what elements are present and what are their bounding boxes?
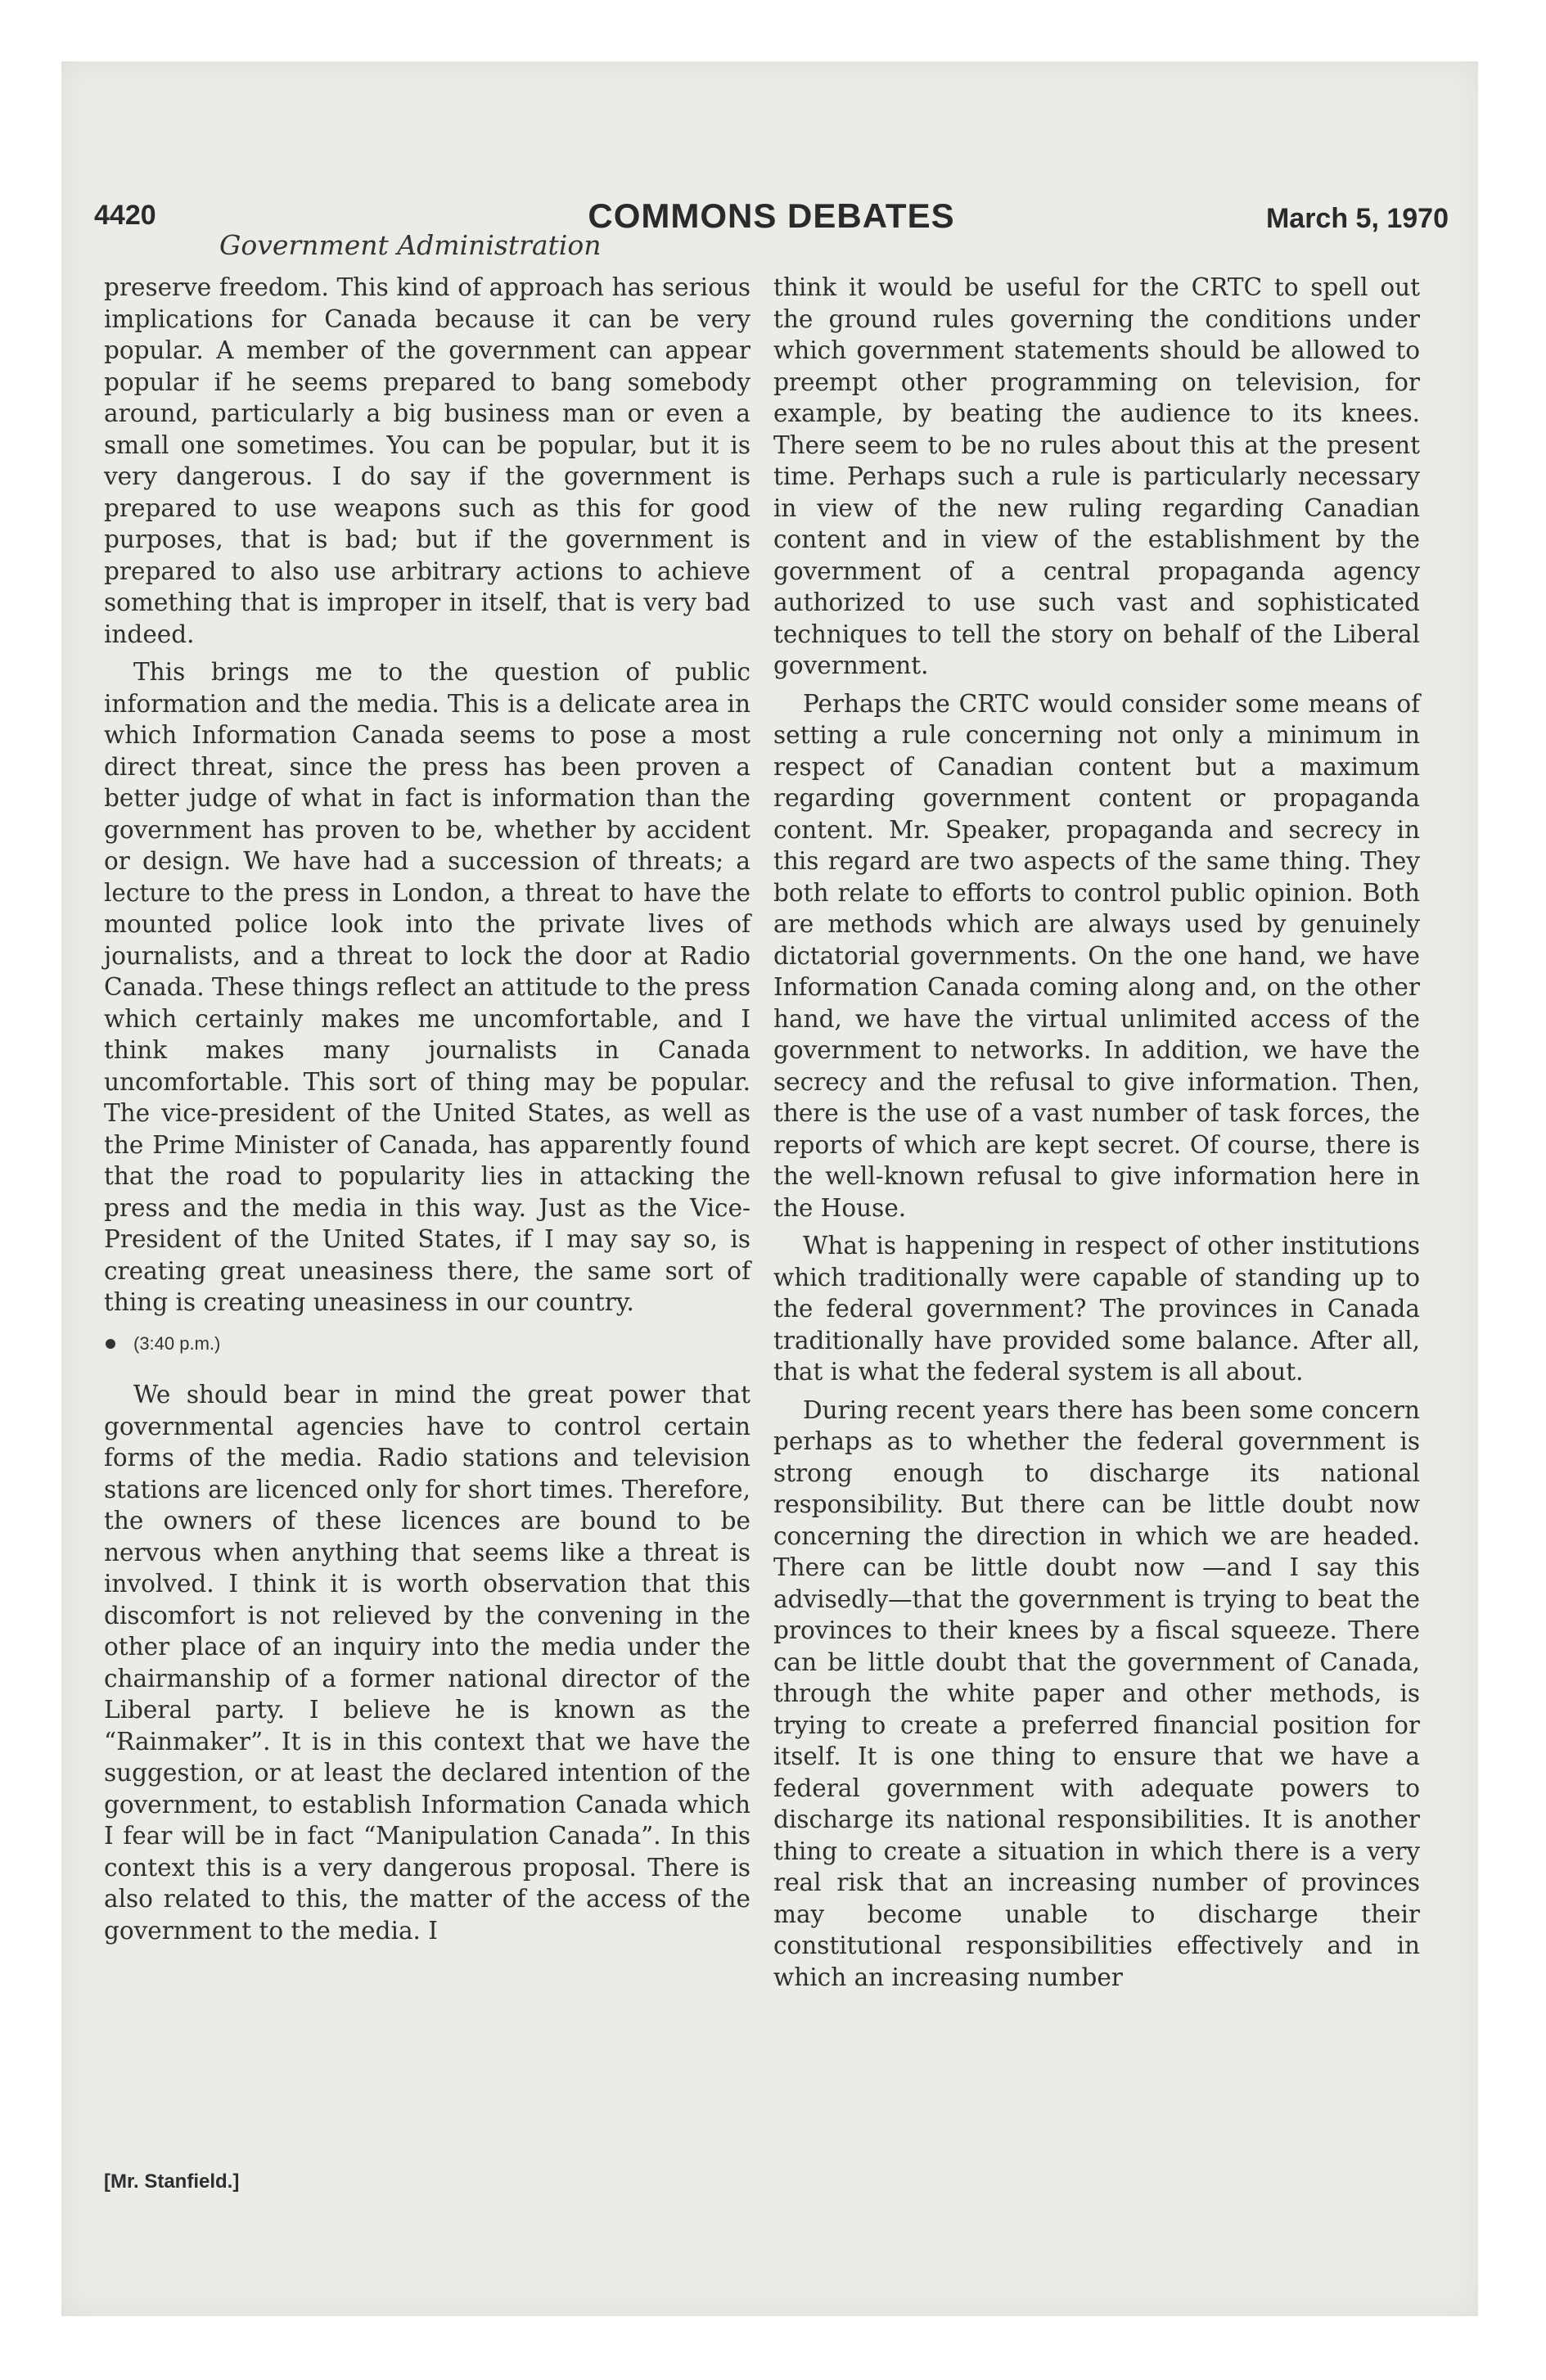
issue-date: March 5, 1970 (1265, 203, 1449, 234)
time-stamp-text: (3:40 p.m.) (133, 1332, 221, 1354)
journal-title: COMMONS DEBATES (588, 196, 955, 235)
paragraph: think it would be useful for the CRTC to spell out the ground rules governing the conditions under which government statements should be allowed to preempt other programming on television, for example, by beating the audience to its knees. There seem to be no rules about this at the present time. Perhaps such a rule is particularly necessary in view of the new ruling regarding Canadian content and in view of the establishment by the government of a central propaganda agency authorized to use such vast and sophisticated techniques to tell the story on behalf of the Liberal government. (773, 273, 1420, 679)
paragraph: We should bear in mind the great power that governmental agencies have to control certain forms of the media. Radio stations and television stations are licenced only for short times. Therefore, the owners of these licences are bound to be nervous when anything that seems like a threat is involved. I think it is worth observation that this discomfort is not relieved by the convening in the other place of an inquiry into the media under the chairmanship of a former national director of the Liberal party. I believe he is known as the “Rainmaker”. It is in this context that we have the suggestion, or at least the declared intention of the government, to establish Information Canada which I fear will be in fact “Manipulation Canada”. In this context this is a very dangerous proposal. There is also related to this, the matter of the access of the government to the media. I (104, 1381, 750, 1945)
page-number: 4420 (94, 200, 156, 231)
paragraph: During recent years there has been some concern perhaps as to whether the federal government is strong enough to discharge its national responsibility. But there can be little doubt now concerning the direction in which we are headed. There can be little doubt now —and I say this advisedly—that the government is trying to beat the provinces to their knees by a fiscal squeeze. There can be little doubt that the government of Canada, through the white paper and other methods, is trying to create a preferred financial position for itself. It is one thing to ensure that we have a federal government with adequate powers to discharge its national responsibilities. It is another thing to create a situation in which there is a very real risk that an increasing number of provinces may become unable to discharge their constitutional responsibilities effectively and in which an increasing number (773, 1395, 1420, 1991)
paragraph: This brings me to the question of public information and the media. This is a delicate area in which Information Canada seems to pose a most direct threat, since the press has been proven a better judge of what in fact is information than the government has proven to be, whether by accident or design. We have had a succession of threats; a lecture to the press in London, a threat to have the mounted police look into the private lives of journalists, and a threat to lock the door at Radio Canada. These things reflect an attitude to the press which certainly makes me uncomfortable, and I think makes many journalists in Canada uncomfortable. This sort of thing may be popular. The vice-president of the United States, as well as the Prime Minister of Canada, has apparently found that the road to popularity lies in attacking the press and the media in this way. Just as the Vice-President of the United States, if I may say so, is creating great uneasiness there, the same sort of thing is creating uneasiness in our country. (104, 658, 750, 1316)
left-column (104, 272, 750, 1953)
time-stamp (104, 1328, 750, 1360)
paragraph: preserve freedom. This kind of approach has serious implications for Canada because it can be very popular. A member of the government can appear popular if he seems prepared to bang somebody around, particularly a big business man or even a small one sometimes. You can be popular, but it is very dangerous. I do say if the government is prepared to use weapons such as this for good purposes, that is bad; but if the government is prepared to also use arbitrary actions to achieve something that is improper in itself, that is very bad indeed. (104, 273, 750, 648)
paragraph: What is happening in respect of other institutions which traditionally were capable of standing up to the federal government? The provinces in Canada traditionally have provided some balance. After all, that is what the federal system is all about. (773, 1232, 1420, 1386)
right-column (773, 272, 1420, 1999)
paragraph: Perhaps the CRTC would consider some means of setting a rule concerning not only a minimum in respect of Canadian content but a maximum regarding government content or propaganda content. Mr. Speaker, propaganda and secrecy in this regard are two aspects of the same thing. They both relate to efforts to control public opinion. Both are methods which are always used by genuinely dictatorial governments. On the one hand, we have Information Canada coming along and, on the other hand, we have the virtual unlimited access of the government to networks. In addition, we have the secrecy and the refusal to give information. Then, there is the use of a vast number of task forces, the reports of which are kept secret. Of course, there is the well-known refusal to give information here in the House. (773, 689, 1420, 1222)
section-heading: Government Administration (219, 229, 602, 261)
bullet-icon (106, 1339, 115, 1349)
speaker-reference: [Mr. Stanfield.] (104, 2170, 240, 2193)
